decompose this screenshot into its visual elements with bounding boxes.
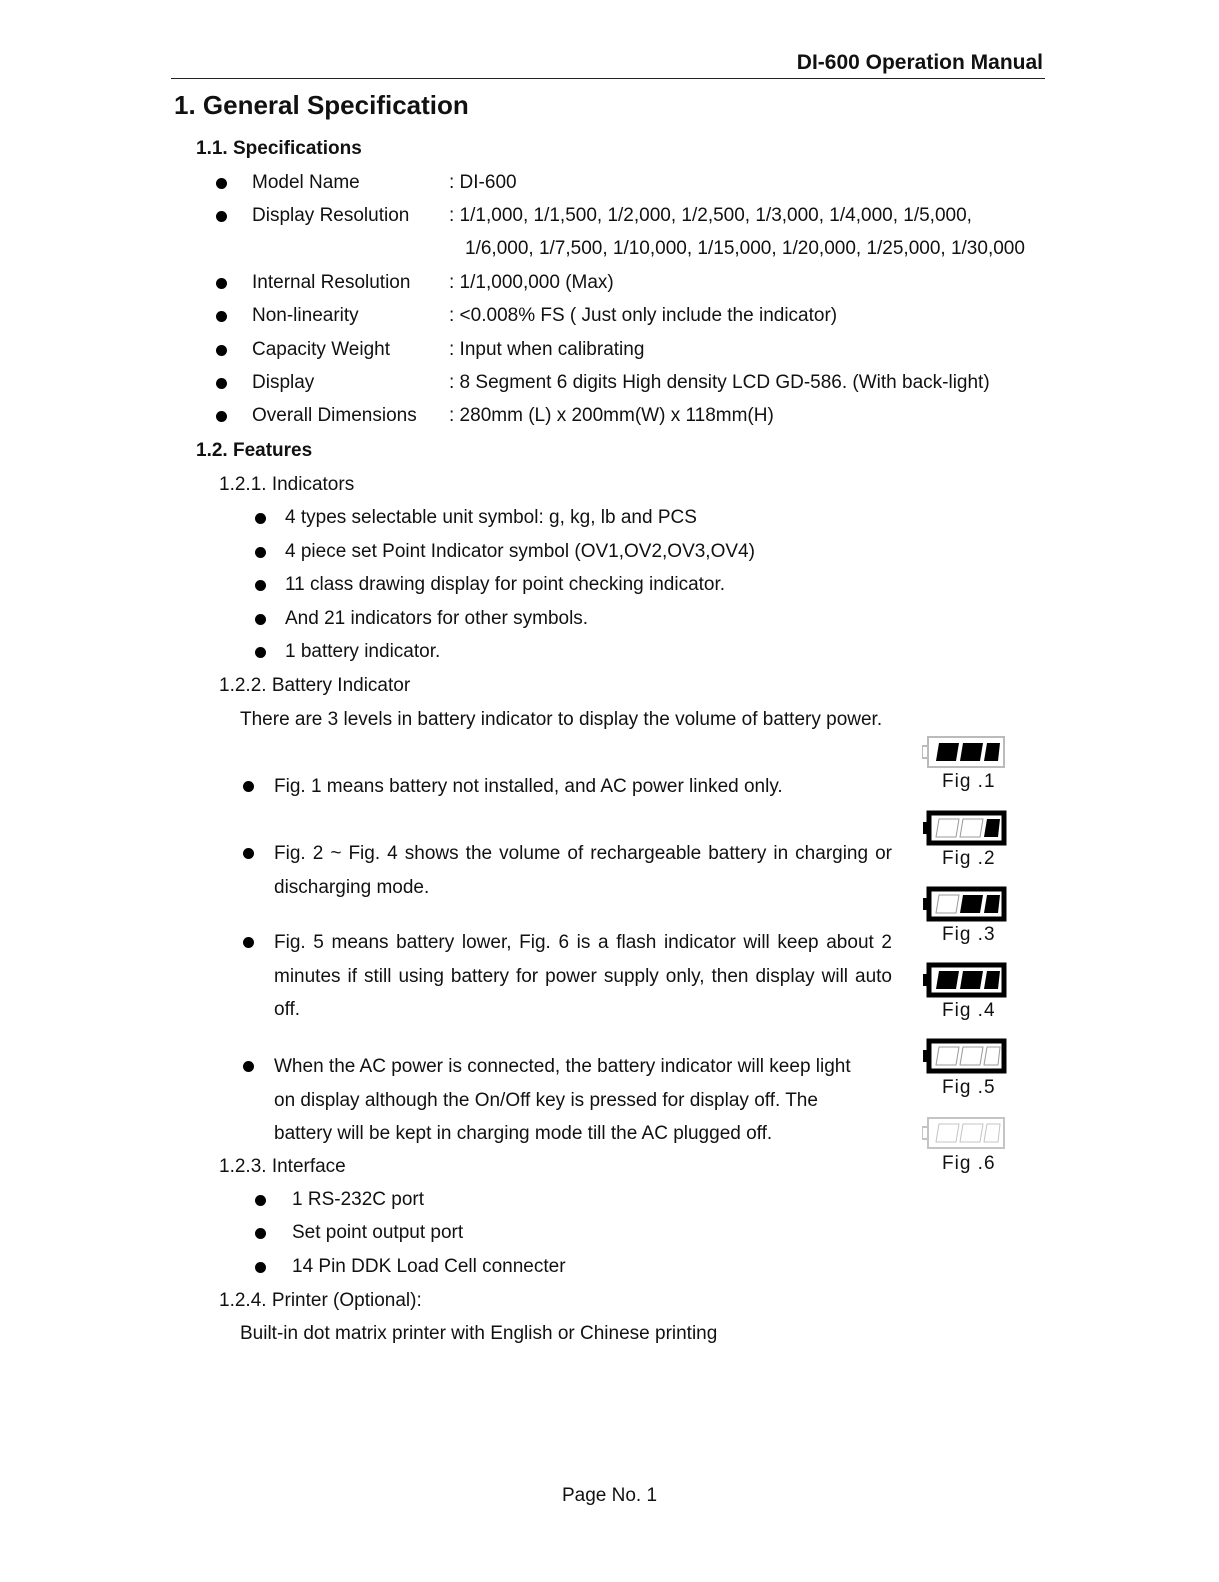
battery-fig6-icon — [922, 1115, 1008, 1151]
bullet — [255, 1262, 266, 1273]
battery-intro: There are 3 levels in battery indicator to display the volume of battery power. — [240, 709, 883, 730]
bullet — [255, 547, 266, 558]
fig-label: Fig .2 — [942, 848, 996, 869]
list-item: Fig. 5 means battery lower, Fig. 6 is a flash indicator will keep about 2 minutes if still using battery for power supply only, then display will auto off. — [274, 932, 892, 1020]
list-item: 4 types selectable unit symbol: g, kg, lb and PCS — [285, 507, 697, 528]
specs-heading: 1.1. Specifications — [196, 138, 362, 159]
spec-label: Display — [252, 372, 315, 393]
printer-text: Built-in dot matrix printer with English or Chinese printing — [240, 1323, 718, 1344]
spec-value: : 280mm (L) x 200mm(W) x 118mm(H) — [449, 405, 774, 426]
list-item: Fig. 1 means battery not installed, and AC power linked only. — [274, 776, 783, 797]
list-item: And 21 indicators for other symbols. — [285, 608, 589, 629]
list-item: 14 Pin DDK Load Cell connecter — [292, 1256, 566, 1277]
bullet — [255, 614, 266, 625]
list-item: Set point output port — [292, 1222, 464, 1243]
spec-value: : DI-600 — [449, 172, 517, 193]
fig-label: Fig .1 — [942, 771, 996, 792]
bullet — [243, 781, 254, 792]
fig-label: Fig .3 — [942, 924, 996, 945]
list-item: 1 battery indicator. — [285, 641, 441, 662]
spec-value-continued: 1/6,000, 1/7,500, 1/10,000, 1/15,000, 1/20,000, 1/25,000, 1/30,000 — [465, 238, 1025, 259]
list-item: 11 class drawing display for point checking indicator. — [285, 574, 726, 595]
bullet — [255, 647, 266, 658]
bullet — [216, 178, 227, 189]
bullet — [216, 345, 227, 356]
printer-heading: 1.2.4. Printer (Optional): — [219, 1290, 422, 1311]
spec-value: : 8 Segment 6 digits High density LCD GD-586. (With back-light) — [449, 372, 990, 393]
spec-label: Internal Resolution — [252, 272, 411, 293]
bullet — [216, 378, 227, 389]
header-rule — [171, 78, 1045, 79]
fig-label: Fig .5 — [942, 1077, 996, 1098]
list-item: 1 RS-232C port — [292, 1189, 425, 1210]
section-title: 1. General Specification — [174, 90, 469, 120]
bullet — [216, 211, 227, 222]
spec-label: Capacity Weight — [252, 339, 390, 360]
bullet — [216, 411, 227, 422]
spec-value: : <0.008% FS ( Just only include the indicator) — [449, 305, 838, 326]
list-item: When the AC power is connected, the battery indicator will keep light on display although the On/Off key is pressed for display off. The battery will be kept in charging mode till the AC plugged off. — [274, 1056, 851, 1144]
spec-value: : 1/1,000,000 (Max) — [449, 272, 614, 293]
features-heading: 1.2. Features — [196, 440, 313, 461]
spec-label: Non-linearity — [252, 305, 359, 326]
fig-label: Fig .4 — [942, 1000, 996, 1021]
battery-fig3-icon — [922, 886, 1008, 922]
bullet — [255, 513, 266, 524]
indicators-heading: 1.2.1. Indicators — [219, 474, 355, 495]
battery-fig4-icon — [922, 962, 1008, 998]
spec-label: Overall Dimensions — [252, 405, 417, 426]
list-item: Fig. 2 ~ Fig. 4 shows the volume of rechargeable battery in charging or discharging mode. — [274, 843, 892, 898]
manual-title: DI-600 Operation Manual — [796, 51, 1043, 74]
bullet — [243, 937, 254, 948]
battery-fig2-icon — [922, 810, 1008, 846]
page-number: Page No. 1 — [561, 1485, 658, 1506]
bullet — [243, 1061, 254, 1072]
battery-fig5-icon — [922, 1038, 1008, 1074]
bullet — [216, 278, 227, 289]
bullet — [243, 848, 254, 859]
fig-label: Fig .6 — [942, 1153, 996, 1174]
bullet — [216, 311, 227, 322]
interface-heading: 1.2.3. Interface — [219, 1156, 346, 1177]
bullet — [255, 1228, 266, 1239]
spec-label: Model Name — [252, 172, 360, 193]
battery-heading: 1.2.2. Battery Indicator — [219, 675, 411, 696]
spec-value: : Input when calibrating — [449, 339, 645, 360]
bullet — [255, 580, 266, 591]
spec-label: Display Resolution — [252, 205, 410, 226]
battery-fig1-icon — [922, 734, 1008, 770]
bullet — [255, 1195, 266, 1206]
list-item: 4 piece set Point Indicator symbol (OV1,OV2,OV3,OV4) — [285, 541, 755, 562]
spec-value: : 1/1,000, 1/1,500, 1/2,000, 1/2,500, 1/3,000, 1/4,000, 1/5,000, — [449, 205, 972, 226]
